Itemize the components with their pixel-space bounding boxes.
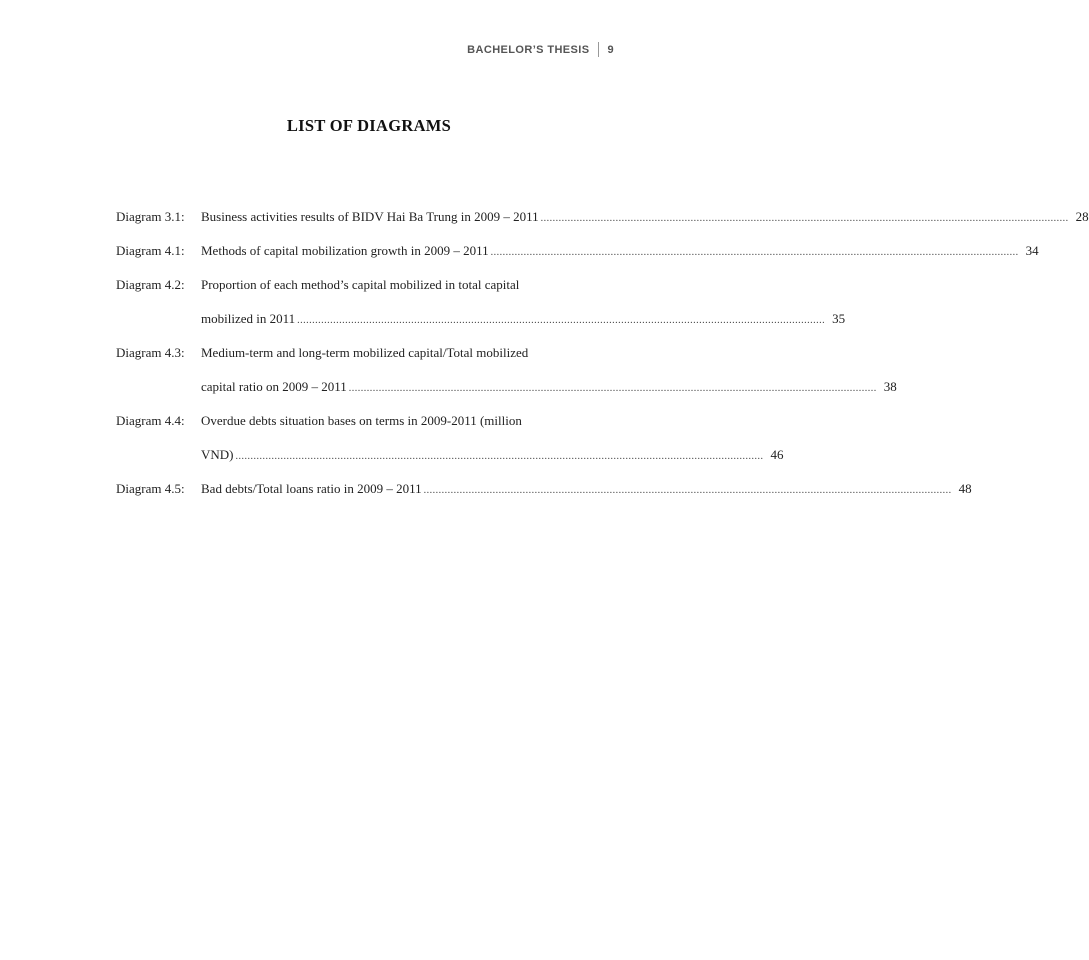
dot-leader bbox=[349, 378, 877, 400]
dot-leader bbox=[297, 310, 825, 332]
toc-entry-line bbox=[116, 342, 626, 376]
header-divider bbox=[598, 42, 599, 57]
dot-leader bbox=[236, 446, 764, 468]
toc-entry-continuation bbox=[116, 376, 897, 410]
toc-entry-page: 28 bbox=[1075, 209, 1089, 224]
page-number: 9 bbox=[607, 43, 614, 56]
toc-entry[interactable] bbox=[116, 206, 1089, 240]
page-title: LIST OF DIAGRAMS bbox=[286, 116, 452, 135]
toc-entry-text: capital ratio on 2009 – 2011 bbox=[201, 379, 347, 394]
toc-entry-line bbox=[116, 478, 972, 512]
toc-entry[interactable] bbox=[116, 478, 972, 512]
toc-entry-page: 34 bbox=[1025, 243, 1039, 258]
toc-entry-line bbox=[116, 274, 626, 308]
running-title: BACHELOR’S THESIS bbox=[467, 43, 590, 56]
toc-entry-page: 38 bbox=[883, 379, 897, 394]
toc-entry-continuation bbox=[116, 308, 846, 342]
toc-entry-text: Medium-term and long-term mobilized capital/Total mobilized bbox=[201, 345, 529, 360]
toc-entry-label: Diagram 4.3: bbox=[116, 345, 185, 360]
dot-leader bbox=[491, 242, 1019, 264]
toc-entry-label: Diagram 4.1: bbox=[116, 243, 185, 258]
toc-entry-text: mobilized in 2011 bbox=[201, 311, 296, 326]
toc-entry-continuation bbox=[116, 444, 784, 478]
toc-entry-line bbox=[116, 240, 1039, 274]
toc-entry[interactable] bbox=[116, 240, 1039, 274]
diagram-list bbox=[116, 206, 1089, 512]
dot-leader bbox=[424, 480, 952, 502]
toc-entry-label: Diagram 3.1: bbox=[116, 209, 185, 224]
toc-entry-page: 46 bbox=[770, 447, 784, 462]
toc-entry-text: VND) bbox=[201, 447, 234, 462]
toc-entry-text: Bad debts/Total loans ratio in 2009 – 2011 bbox=[201, 481, 422, 496]
toc-entry[interactable] bbox=[116, 410, 784, 478]
running-header bbox=[467, 42, 614, 57]
toc-entry-label: Diagram 4.5: bbox=[116, 481, 185, 496]
toc-entry-label: Diagram 4.2: bbox=[116, 277, 185, 292]
toc-entry-text: Methods of capital mobilization growth in 2009 – 2011 bbox=[201, 243, 489, 258]
toc-entry-text: Proportion of each method’s capital mobilized in total capital bbox=[201, 277, 520, 292]
dot-leader bbox=[541, 208, 1069, 230]
toc-entry-label: Diagram 4.4: bbox=[116, 413, 185, 428]
toc-entry-text: Overdue debts situation bases on terms in 2009-2011 (million bbox=[201, 413, 522, 428]
toc-entry-text: Business activities results of BIDV Hai Ba Trung in 2009 – 2011 bbox=[201, 209, 539, 224]
toc-entry-line bbox=[116, 206, 1089, 240]
toc-entry[interactable] bbox=[116, 274, 846, 342]
toc-entry-line bbox=[116, 410, 626, 444]
toc-entry-page: 35 bbox=[832, 311, 846, 326]
toc-entry[interactable] bbox=[116, 342, 897, 410]
toc-entry-page: 48 bbox=[958, 481, 972, 496]
